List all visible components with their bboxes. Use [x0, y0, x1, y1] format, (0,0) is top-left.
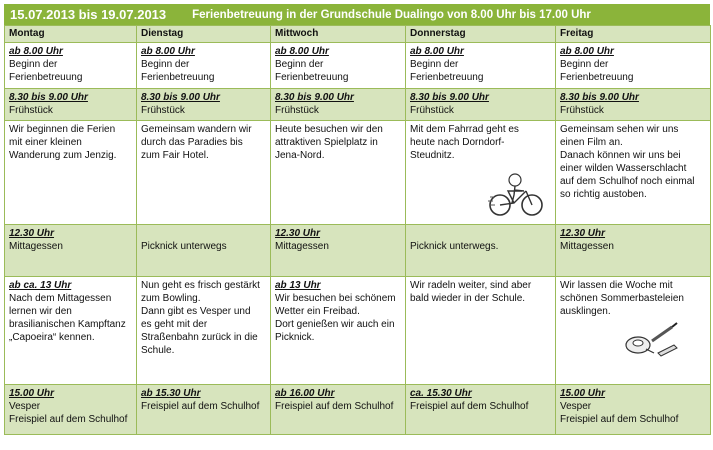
time-label: 12.30 Uhr	[9, 228, 55, 239]
activity-text: Wir beginnen die Ferien mit einer kleinen Wanderung zum Jenzig.	[9, 124, 117, 161]
activity-text: Vesper Freispiel auf dem Schulhof	[560, 401, 679, 425]
weekday-header-row	[5, 26, 711, 43]
activity-text: Freispiel auf dem Schulhof	[141, 401, 260, 412]
activity-text: Mit dem Fahrrad geht es heute nach Dorndorf- Steudnitz.	[410, 124, 519, 161]
time-label: ab 8.00 Uhr	[141, 46, 195, 57]
table-cell	[271, 277, 406, 385]
table-row	[5, 277, 711, 385]
activity-text: Frühstück	[410, 105, 454, 116]
activity-text: Beginn der Ferienbetreuung	[560, 59, 634, 83]
time-label: ab 16.00 Uhr	[275, 388, 335, 399]
table-cell	[5, 121, 137, 225]
table-cell	[556, 43, 711, 89]
table-row	[5, 225, 711, 277]
table-row	[5, 89, 711, 121]
time-label: ab 15.30 Uhr	[141, 388, 201, 399]
time-label: ab ca. 13 Uhr	[9, 280, 72, 291]
header-bar	[4, 4, 710, 25]
activity-text: Gemeinsam sehen wir uns einen Film an. Danach können wir uns bei einer wilden Wasserschlacht auf dem Schulhof noch einmal so richtig austoben.	[560, 124, 695, 200]
time-label: 8.30 bis 9.00 Uhr	[410, 92, 489, 103]
time-label: ab 8.00 Uhr	[275, 46, 329, 57]
activity-text: Mittagessen	[275, 241, 329, 252]
activity-text: Mittagessen	[560, 241, 614, 252]
table-cell	[406, 225, 556, 277]
table-cell	[406, 43, 556, 89]
table-cell	[5, 225, 137, 277]
table-cell	[137, 225, 271, 277]
craft-supplies-illustration	[624, 321, 680, 359]
table-cell	[406, 121, 556, 225]
time-label: 8.30 bis 9.00 Uhr	[9, 92, 88, 103]
activity-text: Beginn der Ferienbetreuung	[141, 59, 215, 83]
table-cell	[137, 121, 271, 225]
table-row	[5, 121, 711, 225]
time-label: ab 8.00 Uhr	[560, 46, 614, 57]
table-cell	[137, 89, 271, 121]
table-row	[5, 385, 711, 435]
activity-text: Gemeinsam wandern wir durch das Paradies bis zum Fair Hotel.	[141, 124, 252, 161]
day-header: Donnerstag	[406, 26, 556, 43]
activity-text: Vesper Freispiel auf dem Schulhof	[9, 401, 128, 425]
activity-text: Beginn der Ferienbetreuung	[410, 59, 484, 83]
table-cell	[556, 89, 711, 121]
activity-text: Beginn der Ferienbetreuung	[9, 59, 83, 83]
time-label: 15.00 Uhr	[560, 388, 606, 399]
bicycle-illustration	[488, 173, 544, 217]
activity-text: Wir besuchen bei schönem Wetter ein Freibad. Dort genießen wir auch ein Picknick.	[275, 293, 396, 343]
time-label: ab 13 Uhr	[275, 280, 321, 291]
table-cell	[5, 43, 137, 89]
table-cell	[271, 43, 406, 89]
table-cell	[5, 89, 137, 121]
activity-text: Mittagessen	[9, 241, 63, 252]
table-cell	[556, 277, 711, 385]
date-range: 15.07.2013 bis 19.07.2013	[10, 7, 167, 22]
page-title: Ferienbetreuung in der Grundschule Dualingo von 8.00 Uhr bis 17.00 Uhr	[192, 8, 591, 21]
activity-text: Beginn der Ferienbetreuung	[275, 59, 349, 83]
activity-text: Wir lassen die Woche mit schönen Sommerbasteleien ausklingen.	[560, 280, 684, 317]
table-cell	[5, 385, 137, 435]
activity-text: Freispiel auf dem Schulhof	[410, 401, 529, 412]
time-label: 12.30 Uhr	[275, 228, 321, 239]
activity-text: Heute besuchen wir den attraktiven Spielplatz in Jena-Nord.	[275, 124, 383, 161]
table-cell	[406, 89, 556, 121]
table-cell	[271, 121, 406, 225]
table-cell	[556, 121, 711, 225]
activity-text: Nun geht es frisch gestärkt zum Bowling. Dann gibt es Vesper und es geht mit der Straßenbahn zurück in die Schule.	[141, 280, 260, 356]
table-cell	[556, 385, 711, 435]
activity-text: Picknick unterwegs	[141, 241, 227, 252]
time-label: ab 8.00 Uhr	[9, 46, 63, 57]
table-cell	[137, 277, 271, 385]
table-row	[5, 43, 711, 89]
time-label: 8.30 bis 9.00 Uhr	[141, 92, 220, 103]
time-label: 8.30 bis 9.00 Uhr	[275, 92, 354, 103]
table-cell	[271, 385, 406, 435]
activity-text: Wir radeln weiter, sind aber bald wieder in der Schule.	[410, 280, 532, 304]
activity-text: Freispiel auf dem Schulhof	[275, 401, 394, 412]
time-label: 15.00 Uhr	[9, 388, 55, 399]
time-label: 12.30 Uhr	[560, 228, 606, 239]
activity-text: Frühstück	[9, 105, 53, 116]
time-label: ab 8.00 Uhr	[410, 46, 464, 57]
time-label: ca. 15.30 Uhr	[410, 388, 472, 399]
schedule-table	[4, 25, 711, 435]
table-cell	[137, 385, 271, 435]
table-cell	[137, 43, 271, 89]
day-header: Freitag	[556, 26, 711, 43]
day-header: Mittwoch	[271, 26, 406, 43]
table-cell	[271, 89, 406, 121]
table-cell	[271, 225, 406, 277]
day-header: Montag	[5, 26, 137, 43]
activity-text: Frühstück	[141, 105, 185, 116]
activity-text: Frühstück	[560, 105, 604, 116]
table-cell	[406, 277, 556, 385]
table-cell	[5, 277, 137, 385]
day-header: Dienstag	[137, 26, 271, 43]
table-cell	[556, 225, 711, 277]
activity-text: Picknick unterwegs.	[410, 241, 499, 252]
time-label: 8.30 bis 9.00 Uhr	[560, 92, 639, 103]
activity-text: Nach dem Mittagessen lernen wir den brasilianischen Kampftanz „Capoeira“ kennen.	[9, 293, 126, 343]
table-cell	[406, 385, 556, 435]
activity-text: Frühstück	[275, 105, 319, 116]
